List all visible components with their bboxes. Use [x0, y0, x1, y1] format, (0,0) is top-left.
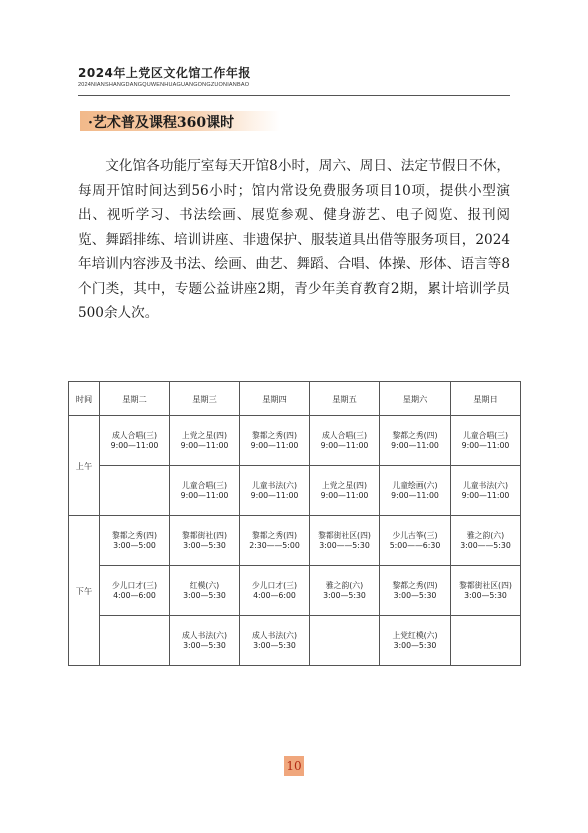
class-name: 儿童合唱(三) [181, 480, 228, 490]
class-name: 黎都之秀(四) [111, 530, 158, 540]
class-time: 3:00—5:00 [113, 540, 156, 550]
class-name: 少儿古筝(三) [392, 530, 438, 540]
class-time: 4:00—6:00 [253, 590, 296, 600]
schedule-cell [240, 416, 310, 466]
schedule-cell [380, 616, 451, 666]
header-subtitle: 2024NIANSHANGDANGQUWENHUAGUANGONGZUONIANBAO [78, 82, 250, 88]
schedule-cell [240, 466, 310, 516]
body-paragraph: 文化馆各功能厅室每天开馆8小时，周六、周日、法定节假日不休，每周开馆时间达到56小时；馆内常设免费服务项目10项，提供小型演出、视听学习、书法绘画、展览参观、健身游艺、电子阅览、报刊阅览、舞蹈排练、培训讲座、非遗保护、服装道具出借等服务项目，2024年培训内容涉及书法、绘画、曲艺、舞蹈、合唱、体操、形体、语言等8个门类，其中，专题公益讲座2期，青少年美育教育2期，累计培训学员500余人次。 [78, 158, 510, 321]
schedule-cell [100, 616, 170, 666]
body-text [78, 154, 510, 326]
class-name: 上党之星(四) [321, 480, 368, 490]
class-time: 3:00—5:30 [393, 640, 437, 650]
schedule-cell [451, 616, 521, 666]
class-name: 黎都街社区(四) [459, 580, 512, 590]
section-title: ·艺术普及课程360课时 [88, 115, 235, 131]
class-time: 9:00—11:00 [461, 440, 510, 450]
class-time: 9:00—11:00 [391, 490, 439, 500]
class-name: 黎都之秀(四) [251, 530, 298, 540]
table-header-row [69, 382, 521, 416]
table-row [69, 516, 521, 566]
schedule-cell [310, 616, 380, 666]
class-name: 儿童书法(六) [462, 480, 509, 490]
class-name: 儿童绘画(六) [392, 480, 438, 490]
schedule-cell [451, 566, 521, 616]
class-name: 成人书法(六) [251, 630, 298, 640]
class-time: 3:00——5:30 [319, 540, 370, 550]
schedule-cell [170, 416, 240, 466]
schedule-cell [380, 566, 451, 616]
class-time: 9:00—11:00 [461, 490, 510, 500]
schedule-cell [100, 466, 170, 516]
header-cell: 星期日 [451, 382, 521, 416]
schedule-cell [451, 416, 521, 466]
class-name: 红模(六) [189, 580, 220, 590]
schedule-cell [240, 566, 310, 616]
class-time: 9:00—11:00 [180, 440, 229, 450]
class-name: 少儿口才(三) [251, 580, 298, 590]
schedule-cell [380, 416, 451, 466]
class-name: 黎都街社(四) [181, 530, 228, 540]
header-cell: 星期四 [240, 382, 310, 416]
class-time: 3:00——5:30 [460, 540, 511, 550]
header-title: 2024年上党区文化馆工作年报 [78, 66, 251, 80]
class-name: 黎都街社区(四) [318, 530, 371, 540]
table-row [69, 616, 521, 666]
class-name: 黎都之秀(四) [392, 430, 438, 440]
schedule-cell [100, 416, 170, 466]
schedule-cell [240, 616, 310, 666]
table-row [69, 416, 521, 466]
header-cell: 星期三 [170, 382, 240, 416]
class-name: 儿童合唱(三) [462, 430, 509, 440]
class-time: 9:00—11:00 [320, 440, 369, 450]
class-name: 成人书法(六) [181, 630, 228, 640]
schedule-cell [170, 516, 240, 566]
schedule-cell [100, 566, 170, 616]
class-name: 成人合唱(三) [321, 430, 368, 440]
class-name: 雅之韵(六) [325, 580, 364, 590]
schedule-cell [380, 466, 451, 516]
class-time: 4:00—6:00 [113, 590, 156, 600]
header-cell: 星期二 [100, 382, 170, 416]
schedule-cell [451, 466, 521, 516]
class-time: 5:00——6:30 [389, 540, 441, 550]
schedule-cell [240, 516, 310, 566]
schedule-table [68, 381, 521, 666]
class-time: 3:00—5:30 [393, 590, 437, 600]
header-cell: 时间 [69, 382, 100, 416]
class-time: 9:00—11:00 [250, 490, 299, 500]
schedule-cell [170, 566, 240, 616]
class-name: 上党之星(四) [181, 430, 228, 440]
class-name: 黎都之秀(四) [392, 580, 438, 590]
class-time: 9:00—11:00 [391, 440, 439, 450]
table-row [69, 566, 521, 616]
header-divider [78, 95, 510, 96]
class-name: 儿童书法(六) [251, 480, 298, 490]
class-time: 3:00—5:30 [183, 590, 226, 600]
class-name: 成人合唱(三) [111, 430, 158, 440]
class-time: 3:00—5:30 [183, 540, 226, 550]
header-cell: 星期五 [310, 382, 380, 416]
class-name: 雅之韵(六) [466, 530, 505, 540]
page-number: 10 [284, 756, 304, 776]
class-time: 3:00—5:30 [253, 640, 296, 650]
class-time: 9:00—11:00 [180, 490, 229, 500]
class-time: 9:00—11:00 [250, 440, 299, 450]
class-time: 3:00—5:30 [183, 640, 226, 650]
schedule-cell [310, 466, 380, 516]
header-cell: 星期六 [380, 382, 451, 416]
schedule-cell [380, 516, 451, 566]
schedule-cell [310, 416, 380, 466]
table-row [69, 466, 521, 516]
period-cell: 下午 [69, 516, 100, 666]
schedule-cell [310, 566, 380, 616]
period-cell: 上午 [69, 416, 100, 516]
class-time: 2:30——5:00 [249, 540, 300, 550]
schedule-cell [100, 516, 170, 566]
class-time: 3:00—5:30 [323, 590, 366, 600]
schedule-cell [451, 516, 521, 566]
class-name: 黎都之秀(四) [251, 430, 298, 440]
page-header [78, 64, 251, 88]
class-time: 9:00—11:00 [320, 490, 369, 500]
class-time: 9:00—11:00 [110, 440, 159, 450]
class-name: 少儿口才(三) [111, 580, 158, 590]
schedule-cell [170, 616, 240, 666]
class-name: 上党红模(六) [392, 630, 438, 640]
schedule-cell [310, 516, 380, 566]
schedule-cell [170, 466, 240, 516]
class-time: 3:00—5:30 [464, 590, 507, 600]
